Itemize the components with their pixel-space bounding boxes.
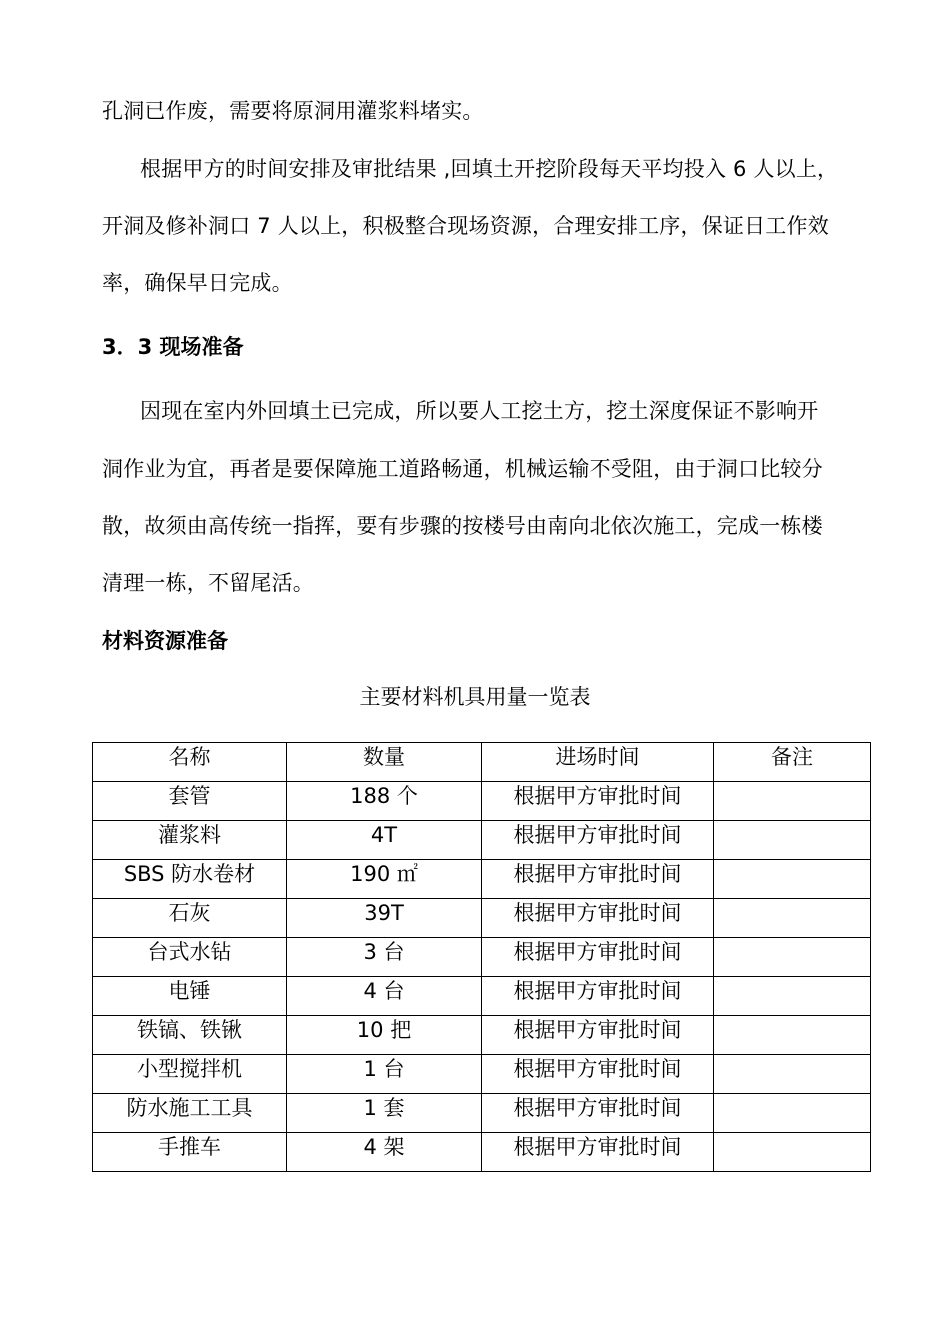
paragraph-line: 根据甲方的时间安排及审批结果 ,回填土开挖阶段每天平均投入 6 人以上，	[140, 157, 839, 181]
table-row	[93, 1016, 871, 1055]
cell-arrival-time: 根据甲方审批时间	[482, 938, 714, 977]
cell-quantity: 4 台	[287, 977, 482, 1016]
cell-name: 台式水钻	[93, 938, 287, 977]
cell-arrival-time: 根据甲方审批时间	[482, 1094, 714, 1133]
paragraph-line: 洞作业为宜，再者是要保障施工道路畅通，机械运输不受阻，由于洞口比较分	[102, 457, 823, 481]
cell-name: 石灰	[93, 899, 287, 938]
cell-name: 灌浆料	[93, 821, 287, 860]
table-row	[93, 782, 871, 821]
paragraph-line: 率，确保早日完成。	[102, 271, 293, 295]
table-row	[93, 977, 871, 1016]
table-row	[93, 1055, 871, 1094]
paragraph-line: 因现在室内外回填土已完成，所以要人工挖土方，挖土深度保证不影响开	[140, 399, 819, 423]
cell-remarks	[714, 1055, 871, 1094]
table-title: 主要材料机具用量一览表	[359, 685, 591, 709]
cell-quantity: 4 架	[287, 1133, 482, 1172]
cell-arrival-time: 根据甲方审批时间	[482, 1133, 714, 1172]
table-row	[93, 899, 871, 938]
cell-arrival-time: 根据甲方审批时间	[482, 977, 714, 1016]
cell-name: 套管	[93, 782, 287, 821]
cell-remarks	[714, 938, 871, 977]
cell-quantity: 3 台	[287, 938, 482, 977]
header-arrival-time: 进场时间	[482, 743, 714, 782]
cell-name: 小型搅拌机	[93, 1055, 287, 1094]
cell-remarks	[714, 782, 871, 821]
cell-arrival-time: 根据甲方审批时间	[482, 821, 714, 860]
cell-name: SBS 防水卷材	[93, 860, 287, 899]
section-heading: 3．3 现场准备	[102, 335, 244, 359]
cell-quantity: 4T	[287, 821, 482, 860]
cell-quantity: 39T	[287, 899, 482, 938]
materials-heading: 材料资源准备	[102, 629, 228, 653]
cell-quantity: 188 个	[287, 782, 482, 821]
header-name: 名称	[93, 743, 287, 782]
cell-arrival-time: 根据甲方审批时间	[482, 782, 714, 821]
cell-remarks	[714, 977, 871, 1016]
table-row	[93, 860, 871, 899]
cell-remarks	[714, 1094, 871, 1133]
cell-remarks	[714, 1016, 871, 1055]
cell-name: 手推车	[93, 1133, 287, 1172]
cell-arrival-time: 根据甲方审批时间	[482, 1055, 714, 1094]
table-row	[93, 1094, 871, 1133]
cell-remarks	[714, 1133, 871, 1172]
cell-name: 铁镐、铁锹	[93, 1016, 287, 1055]
cell-quantity: 10 把	[287, 1016, 482, 1055]
table-row	[93, 1133, 871, 1172]
cell-remarks	[714, 860, 871, 899]
paragraph-line: 清理一栋，不留尾活。	[102, 571, 314, 595]
cell-quantity: 190 ㎡	[287, 860, 482, 899]
paragraph-line: 散，故须由高传统一指挥，要有步骤的按楼号由南向北依次施工，完成一栋楼	[102, 514, 823, 538]
cell-arrival-time: 根据甲方审批时间	[482, 860, 714, 899]
materials-table	[92, 742, 871, 1172]
paragraph-line: 孔洞已作废，需要将原洞用灌浆料堵实。	[102, 99, 484, 123]
cell-arrival-time: 根据甲方审批时间	[482, 899, 714, 938]
cell-remarks	[714, 899, 871, 938]
cell-quantity: 1 台	[287, 1055, 482, 1094]
cell-name: 防水施工工具	[93, 1094, 287, 1133]
cell-name: 电锤	[93, 977, 287, 1016]
paragraph-line: 开洞及修补洞口 7 人以上，积极整合现场资源，合理安排工序，保证日工作效	[102, 214, 829, 238]
header-remarks: 备注	[714, 743, 871, 782]
table-row	[93, 938, 871, 977]
table-row	[93, 821, 871, 860]
cell-remarks	[714, 821, 871, 860]
cell-quantity: 1 套	[287, 1094, 482, 1133]
table-header-row	[93, 743, 871, 782]
cell-arrival-time: 根据甲方审批时间	[482, 1016, 714, 1055]
header-quantity: 数量	[287, 743, 482, 782]
